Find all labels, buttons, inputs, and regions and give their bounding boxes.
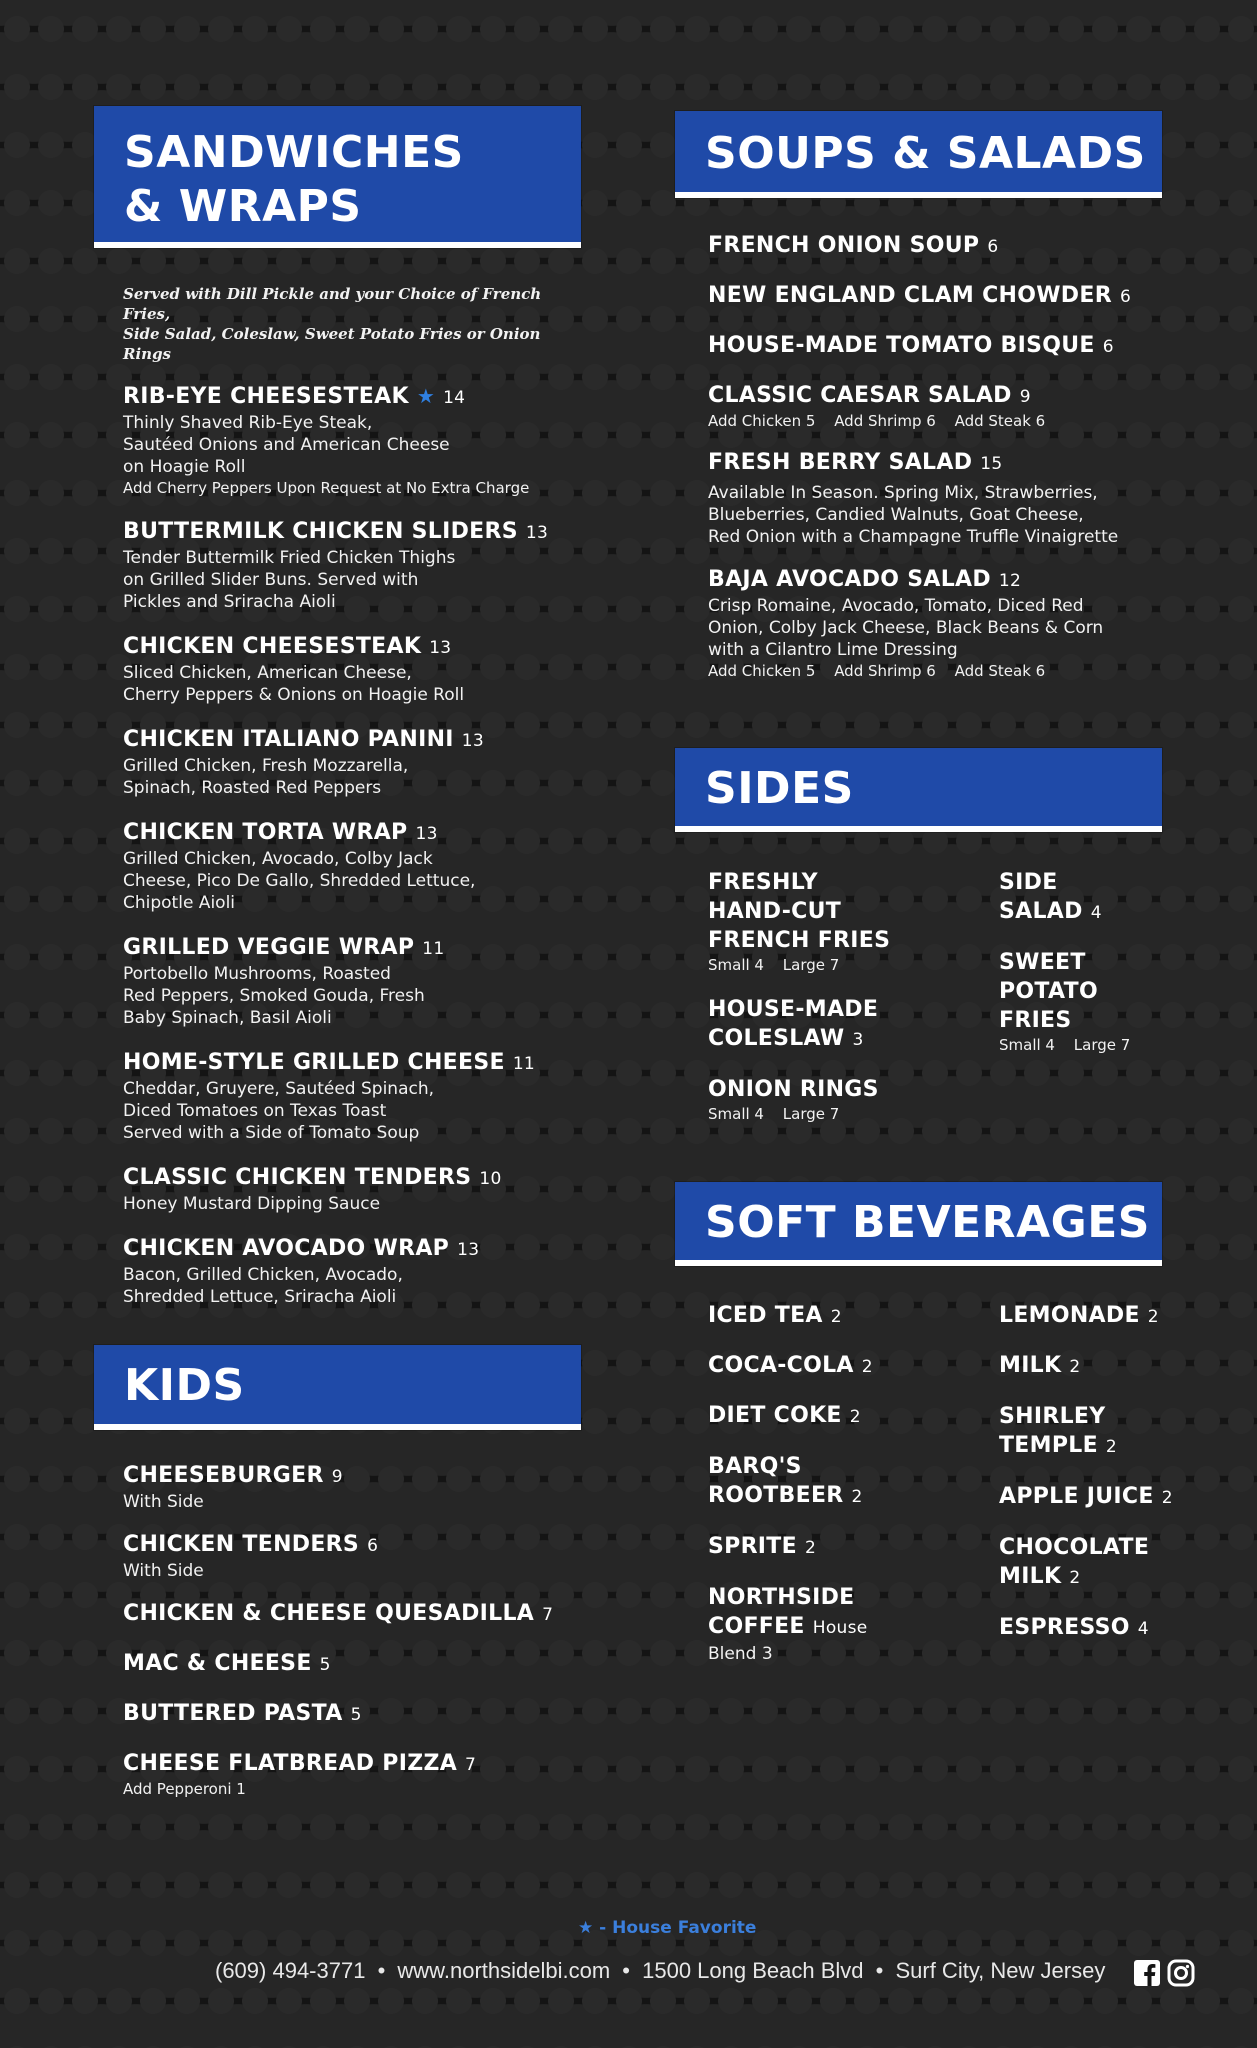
item-price: 11 [422, 939, 445, 959]
item-price: 12 [998, 571, 1022, 591]
item-price: 13 [525, 523, 549, 543]
menu-item-shirley-temple: SHIRLEY TEMPLE 2 [999, 1402, 1219, 1462]
menu-item-milk [999, 1352, 1219, 1381]
menu-item-kids-chicken-tenders [123, 1531, 583, 1582]
website-link[interactable]: www.northsidelbi.com [397, 1958, 611, 1983]
item-description: Crisp Romaine, Avocado, Tomato, Diced Red Onion, Colby Jack Cheese, Black Beans & Corn with a Cilantro Lime Dressing [708, 596, 1104, 660]
item-name: DIET COKE [708, 1403, 842, 1428]
item-description: Grilled Chicken, Fresh Mozzarella, Spinach, Roasted Red Peppers [123, 756, 409, 798]
item-name: CHEESE FLATBREAD PIZZA [123, 1751, 458, 1776]
menu-item-clam-chowder [708, 282, 1168, 311]
item-price: 6 [987, 237, 999, 257]
item-name: BUTTERED PASTA [123, 1701, 343, 1726]
item-name: CHICKEN CHEESESTEAK [123, 634, 422, 659]
item-name: HOUSE-MADE TOMATO BISQUE [708, 333, 1095, 358]
item-price: 2 [1069, 1568, 1081, 1588]
beverages-title: SOFT BEVERAGES [705, 1197, 1150, 1248]
item-description: Thinly Shaved Rib-Eye Steak, Sautéed Onions and American Cheese on Hoagie Roll [123, 413, 450, 477]
item-name: CHICKEN TENDERS [123, 1532, 360, 1557]
menu-item-barqs-rootbeer: BARQ'S ROOTBEER 2 [708, 1452, 978, 1512]
menu-item-cheese-flatbread-pizza [123, 1750, 583, 1799]
soups-title: SOUPS & SALADS [705, 128, 1146, 179]
item-name: APPLE JUICE [999, 1484, 1154, 1509]
item-description: Sliced Chicken, American Cheese, Cherry Peppers & Onions on Hoagie Roll [123, 663, 465, 705]
item-price: 2 [830, 1307, 842, 1327]
item-price: Blend 3 [708, 1644, 773, 1664]
sandwiches-header [94, 106, 581, 248]
item-price: 10 [479, 1169, 502, 1189]
item-name: ONION RINGS [708, 1077, 879, 1102]
kids-column [123, 1462, 583, 1819]
soups-column [708, 232, 1168, 701]
sides-header [675, 748, 1162, 832]
item-description: Available In Season. Spring Mix, Strawberries, Blueberries, Candied Walnuts, Goat Cheese, Red Onion with a Champagne Truffle Vinaigrette [708, 483, 1119, 547]
item-name: CHICKEN AVOCADO WRAP [123, 1236, 450, 1261]
separator: • [377, 1958, 386, 1983]
item-price: 2 [861, 1357, 873, 1377]
item-name: BAJA AVOCADO SALAD [708, 567, 991, 592]
soups-header [675, 111, 1162, 198]
item-price: 2 [1147, 1307, 1159, 1327]
beverages-right-column [999, 1302, 1219, 1663]
item-name: CHICKEN ITALIANO PANINI [123, 727, 454, 752]
item-sizes: Small 4 Large 7 [708, 1105, 840, 1123]
item-name: CLASSIC CAESAR SALAD [708, 383, 1012, 408]
menu-item-buttered-pasta [123, 1700, 583, 1729]
menu-item-sprite [708, 1533, 978, 1562]
menu-item-classic-chicken-tenders [123, 1164, 583, 1215]
item-addon: Add Cherry Peppers Upon Request at No Extra Charge [123, 479, 530, 497]
item-name: BUTTERMILK CHICKEN SLIDERS [123, 519, 518, 544]
item-price: 2 [804, 1538, 817, 1558]
item-addons: Add Chicken 5 Add Shrimp 6 Add Steak 6 [708, 412, 1046, 430]
item-addon: Add Pepperoni 1 [123, 1780, 246, 1798]
item-price: 5 [350, 1705, 362, 1725]
street-address: 1500 Long Beach Blvd [642, 1958, 864, 1983]
item-description: Portobello Mushrooms, Roasted Red Peppers, Smoked Gouda, Fresh Baby Spinach, Basil Aioli [123, 964, 425, 1028]
menu-item-apple-juice [999, 1483, 1219, 1512]
item-price: 2 [1105, 1437, 1118, 1457]
item-name: FRESH BERRY SALAD [708, 450, 973, 475]
menu-item-french-onion-soup [708, 232, 1168, 261]
item-price: 9 [331, 1467, 343, 1487]
item-price: 4 [1090, 903, 1102, 923]
item-name: FRESHLY [708, 870, 818, 895]
menu-item-espresso [999, 1614, 1219, 1643]
item-price: 3 [852, 1030, 864, 1050]
beverages-left-column [708, 1302, 978, 1685]
item-price: 13 [461, 731, 485, 751]
menu-item-caesar-salad [708, 382, 1168, 431]
separator: • [875, 1958, 884, 1983]
item-addons: Add Chicken 5 Add Shrimp 6 Add Steak 6 [708, 662, 1046, 680]
item-name: HOUSE-MADE [708, 997, 879, 1022]
menu-item-ribeye-cheesesteak [123, 382, 583, 498]
item-name: SIDE [999, 870, 1058, 895]
menu-item-french-fries: FRESHLY HAND-CUT FRENCH FRIES Small 4 Large 7 [708, 868, 978, 975]
separator: • [622, 1958, 630, 1983]
item-name: CHICKEN TORTA WRAP [123, 820, 408, 845]
item-description: Tender Buttermilk Fried Chicken Thighs on Grilled Slider Buns. Served with Pickles and Sriracha Aioli [123, 548, 456, 612]
item-description: Grilled Chicken, Avocado, Colby Jack Cheese, Pico De Gallo, Shredded Lettuce, Chipotle Aioli [123, 849, 476, 913]
menu-item-side-salad: SIDE SALAD 4 [999, 868, 1199, 928]
kids-title: KIDS [124, 1360, 245, 1411]
item-addon: With Side [123, 1492, 204, 1512]
social-links [1133, 1959, 1195, 1987]
item-name: LEMONADE [999, 1303, 1140, 1328]
menu-item-quesadilla [123, 1600, 583, 1629]
item-name: COCA-COLA [708, 1353, 854, 1378]
menu-item-grilled-veggie-wrap [123, 934, 583, 1029]
item-name: SHIRLEY [999, 1404, 1106, 1429]
item-price: 2 [1161, 1488, 1173, 1508]
sandwiches-title: SANDWICHES & WRAPS [124, 127, 464, 232]
item-sizes: Small 4 Large 7 [999, 1036, 1131, 1054]
item-price: 2 [1069, 1357, 1081, 1377]
item-price: 9 [1019, 387, 1031, 407]
item-price: 13 [429, 638, 452, 658]
menu-item-lemonade [999, 1302, 1219, 1331]
menu-item-fresh-berry-salad [708, 449, 1168, 548]
menu-item-home-style-grilled-cheese [123, 1049, 583, 1144]
menu-item-sweet-potato-fries: SWEET POTATO FRIES Small 4 Large 7 [999, 948, 1199, 1055]
sides-title: SIDES [705, 763, 854, 814]
menu-item-baja-avocado-salad [708, 566, 1168, 681]
item-name: NORTHSIDE [708, 1585, 855, 1610]
item-name: RIB-EYE CHEESESTEAK [123, 384, 409, 409]
footer-contact [215, 1958, 1105, 1984]
item-addon: With Side [123, 1561, 204, 1581]
item-price: 15 [980, 454, 1003, 474]
item-name: CHOCOLATE [999, 1535, 1150, 1560]
item-name: HOME-STYLE GRILLED CHEESE [123, 1050, 505, 1075]
sides-left-column [708, 868, 978, 1144]
house-favorite-star-icon: ★ [416, 384, 436, 408]
legend-text: - House Favorite [593, 1918, 757, 1938]
item-sizes: Small 4 Large 7 [708, 956, 840, 974]
menu-item-iced-tea [708, 1302, 978, 1331]
item-name: ESPRESSO [999, 1615, 1130, 1640]
item-name: ICED TEA [708, 1303, 823, 1328]
item-name: SPRITE [708, 1534, 797, 1559]
item-name: NEW ENGLAND CLAM CHOWDER [708, 283, 1112, 308]
menu-item-cheeseburger [123, 1462, 583, 1513]
item-description: Honey Mustard Dipping Sauce [123, 1194, 381, 1214]
item-price: 14 [443, 388, 466, 408]
sides-right-column [999, 868, 1199, 1075]
item-name: CLASSIC CHICKEN TENDERS [123, 1165, 472, 1190]
menu-item-chicken-italiano-panini [123, 726, 583, 799]
item-name: SWEET [999, 950, 1086, 975]
item-name: GRILLED VEGGIE WRAP [123, 935, 415, 960]
item-price: 13 [457, 1240, 480, 1260]
item-price: 2 [851, 1487, 863, 1507]
menu-item-coca-cola [708, 1352, 978, 1381]
item-price: 6 [1119, 287, 1132, 307]
item-name: MAC & CHEESE [123, 1651, 312, 1676]
item-price: 4 [1137, 1619, 1149, 1639]
item-price: 6 [367, 1536, 379, 1556]
city-state: Surf City, New Jersey [895, 1958, 1106, 1983]
menu-item-chicken-torta-wrap [123, 819, 583, 914]
menu-item-chocolate-milk: CHOCOLATE MILK 2 [999, 1533, 1219, 1593]
star-icon: ★ [578, 1918, 594, 1938]
item-name: BARQ'S [708, 1454, 802, 1479]
item-name: CHEESEBURGER [123, 1463, 324, 1488]
menu-item-northside-coffee: NORTHSIDE COFFEE House Blend 3 [708, 1583, 978, 1665]
house-favorite-legend [578, 1918, 756, 1938]
sandwiches-column [123, 284, 583, 1328]
menu-item-tomato-bisque [708, 332, 1168, 361]
item-name: MILK [999, 1353, 1062, 1378]
item-price: 7 [465, 1755, 477, 1775]
kids-header [94, 1345, 581, 1430]
item-price: 11 [512, 1054, 536, 1074]
item-description: Cheddar, Gruyere, Sautéed Spinach, Diced Tomatoes on Texas Toast Served with a Side of Tomato Soup [123, 1079, 435, 1143]
sandwiches-note: Served with Dill Pickle and your Choice of French Fries, Side Salad, Coleslaw, Sweet Potato Fries or Onion Rings [123, 285, 542, 363]
item-price: 5 [319, 1655, 331, 1675]
instagram-icon[interactable] [1167, 1959, 1195, 1987]
item-description: Bacon, Grilled Chicken, Avocado, Shredded Lettuce, Sriracha Aioli [123, 1265, 403, 1307]
facebook-icon[interactable] [1133, 1959, 1161, 1987]
menu-item-chicken-avocado-wrap [123, 1235, 583, 1308]
menu-item-buttermilk-chicken-sliders [123, 518, 583, 613]
item-price: 2 [849, 1407, 861, 1427]
menu-item-coleslaw: HOUSE-MADE COLESLAW 3 [708, 995, 978, 1055]
menu-item-onion-rings [708, 1075, 978, 1124]
item-price: 7 [542, 1605, 554, 1625]
item-price: 13 [415, 824, 438, 844]
item-name: FRENCH ONION SOUP [708, 233, 980, 258]
beverages-header [675, 1182, 1162, 1266]
menu-item-chicken-cheesesteak [123, 633, 583, 706]
menu-item-diet-coke [708, 1402, 978, 1431]
menu-item-mac-and-cheese [123, 1650, 583, 1679]
item-name: CHICKEN & CHEESE QUESADILLA [123, 1601, 535, 1626]
item-price: 6 [1102, 337, 1114, 357]
phone-number[interactable]: (609) 494-3771 [215, 1958, 366, 1983]
